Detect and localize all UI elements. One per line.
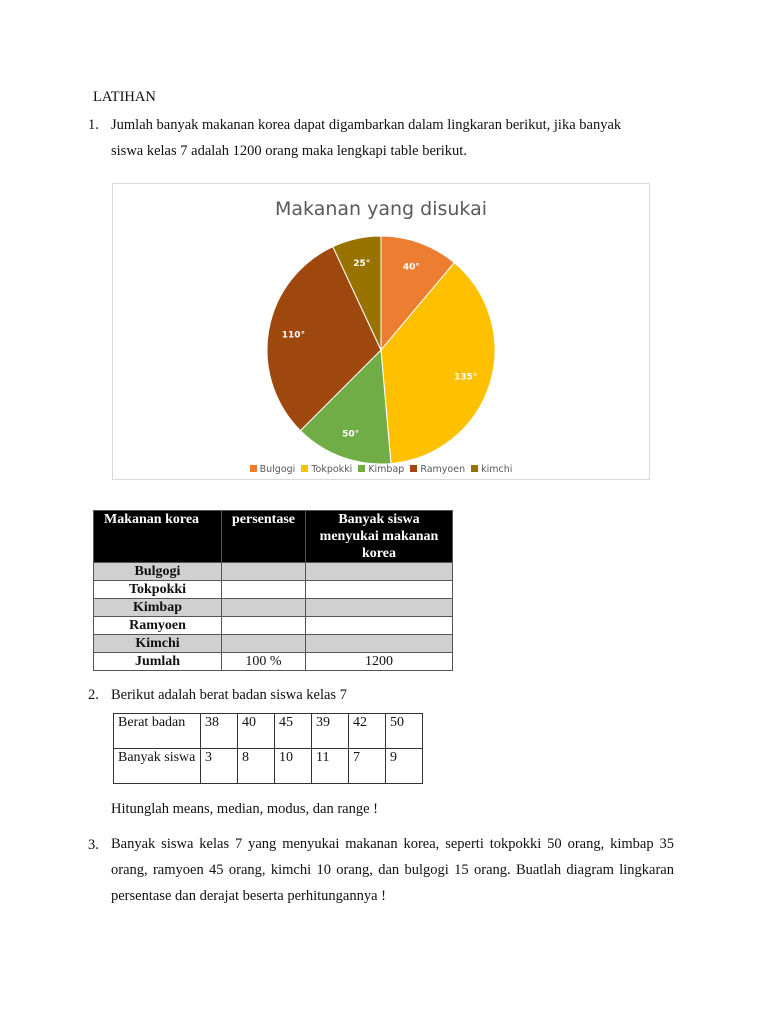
table-header-percentage: persentase [222, 511, 306, 563]
legend-label: kimchi [481, 464, 513, 475]
student-count-cell [306, 563, 453, 581]
table-row [94, 617, 453, 635]
legend-swatch [301, 465, 308, 472]
value-cell: 7 [349, 749, 386, 784]
value-cell: 45 [275, 714, 312, 749]
table-row [94, 599, 453, 617]
chart-title: Makanan yang disukai [274, 198, 487, 220]
value-cell: 42 [349, 714, 386, 749]
food-name-cell: Kimchi [94, 635, 222, 653]
pie-chart [112, 183, 650, 480]
pie-chart-canvas [113, 184, 649, 479]
student-count-row [114, 749, 423, 784]
student-count-cell [306, 617, 453, 635]
total-count-cell: 1200 [306, 653, 453, 671]
total-label-cell: Jumlah [94, 653, 222, 671]
table-row [94, 581, 453, 599]
pie-slice-label: 135° [454, 372, 478, 383]
page-heading: LATIHAN [93, 89, 156, 105]
legend-item [250, 464, 296, 475]
legend-swatch [471, 465, 478, 472]
table-row [94, 563, 453, 581]
total-percentage-cell: 100 % [222, 653, 306, 671]
question-2-number: 2. [88, 687, 99, 703]
weight-row [114, 714, 423, 749]
legend-label: Bulgogi [259, 464, 296, 475]
value-cell: 50 [386, 714, 423, 749]
legend-item [471, 464, 512, 475]
legend-label: Ramyoen [420, 464, 466, 475]
chart-legend [113, 464, 649, 475]
legend-label: Tokpokki [311, 464, 353, 475]
pie-slice-label: 50° [342, 429, 360, 440]
table-row [94, 635, 453, 653]
row-label-cell: Banyak siswa [114, 749, 201, 784]
percentage-cell [222, 581, 306, 599]
percentage-cell [222, 617, 306, 635]
question-3-text: Banyak siswa kelas 7 yang menyukai makanan korea, seperti tokpokki 50 orang, kimbap 35 orang, ramyoen 45 orang, kimchi 10 orang, dan bulgogi 15 orang. Buatlah diagram lingkaran persentase dan derajat beserta perhitungannya ! [111, 836, 674, 904]
food-name-cell: Kimbap [94, 599, 222, 617]
percentage-cell [222, 635, 306, 653]
student-count-cell [306, 635, 453, 653]
value-cell: 11 [312, 749, 349, 784]
table-total-row [94, 653, 453, 671]
question-3-number: 3. [88, 837, 99, 853]
table-header-food: Makanan korea [94, 511, 222, 563]
legend-item [358, 464, 404, 475]
question-2-text: Berikut adalah berat badan siswa kelas 7 [111, 687, 347, 703]
student-count-cell [306, 599, 453, 617]
food-percentage-table [93, 510, 453, 671]
question-2-instruction: Hitunglah means, median, modus, dan range ! [111, 801, 378, 817]
question-1-line-1: Jumlah banyak makanan korea dapat digambarkan dalam lingkaran berikut, jika banyak [111, 117, 622, 133]
value-cell: 38 [201, 714, 238, 749]
value-cell: 40 [238, 714, 275, 749]
value-cell: 9 [386, 749, 423, 784]
legend-label: Kimbap [368, 464, 405, 475]
percentage-cell [222, 563, 306, 581]
pie-slice-label: 25° [353, 259, 371, 270]
student-count-cell [306, 581, 453, 599]
legend-swatch [410, 465, 417, 472]
question-1-line-2: siswa kelas 7 adalah 1200 orang maka lengkapi table berikut. [111, 143, 467, 159]
food-name-cell: Ramyoen [94, 617, 222, 635]
pie-slice-label: 40° [402, 262, 420, 273]
legend-swatch [250, 465, 257, 472]
percentage-cell [222, 599, 306, 617]
weight-table [113, 713, 423, 784]
table-header-student-count: Banyak siswa menyukai makanan korea [306, 511, 453, 563]
pie-slice-label: 110° [281, 330, 306, 341]
value-cell: 3 [201, 749, 238, 784]
question-1-number: 1. [88, 117, 99, 133]
legend-swatch [358, 465, 365, 472]
value-cell: 8 [238, 749, 275, 784]
legend-item [301, 464, 352, 475]
food-name-cell: Bulgogi [94, 563, 222, 581]
value-cell: 10 [275, 749, 312, 784]
row-label-cell: Berat badan [114, 714, 201, 749]
legend-item [410, 464, 465, 475]
food-name-cell: Tokpokki [94, 581, 222, 599]
value-cell: 39 [312, 714, 349, 749]
